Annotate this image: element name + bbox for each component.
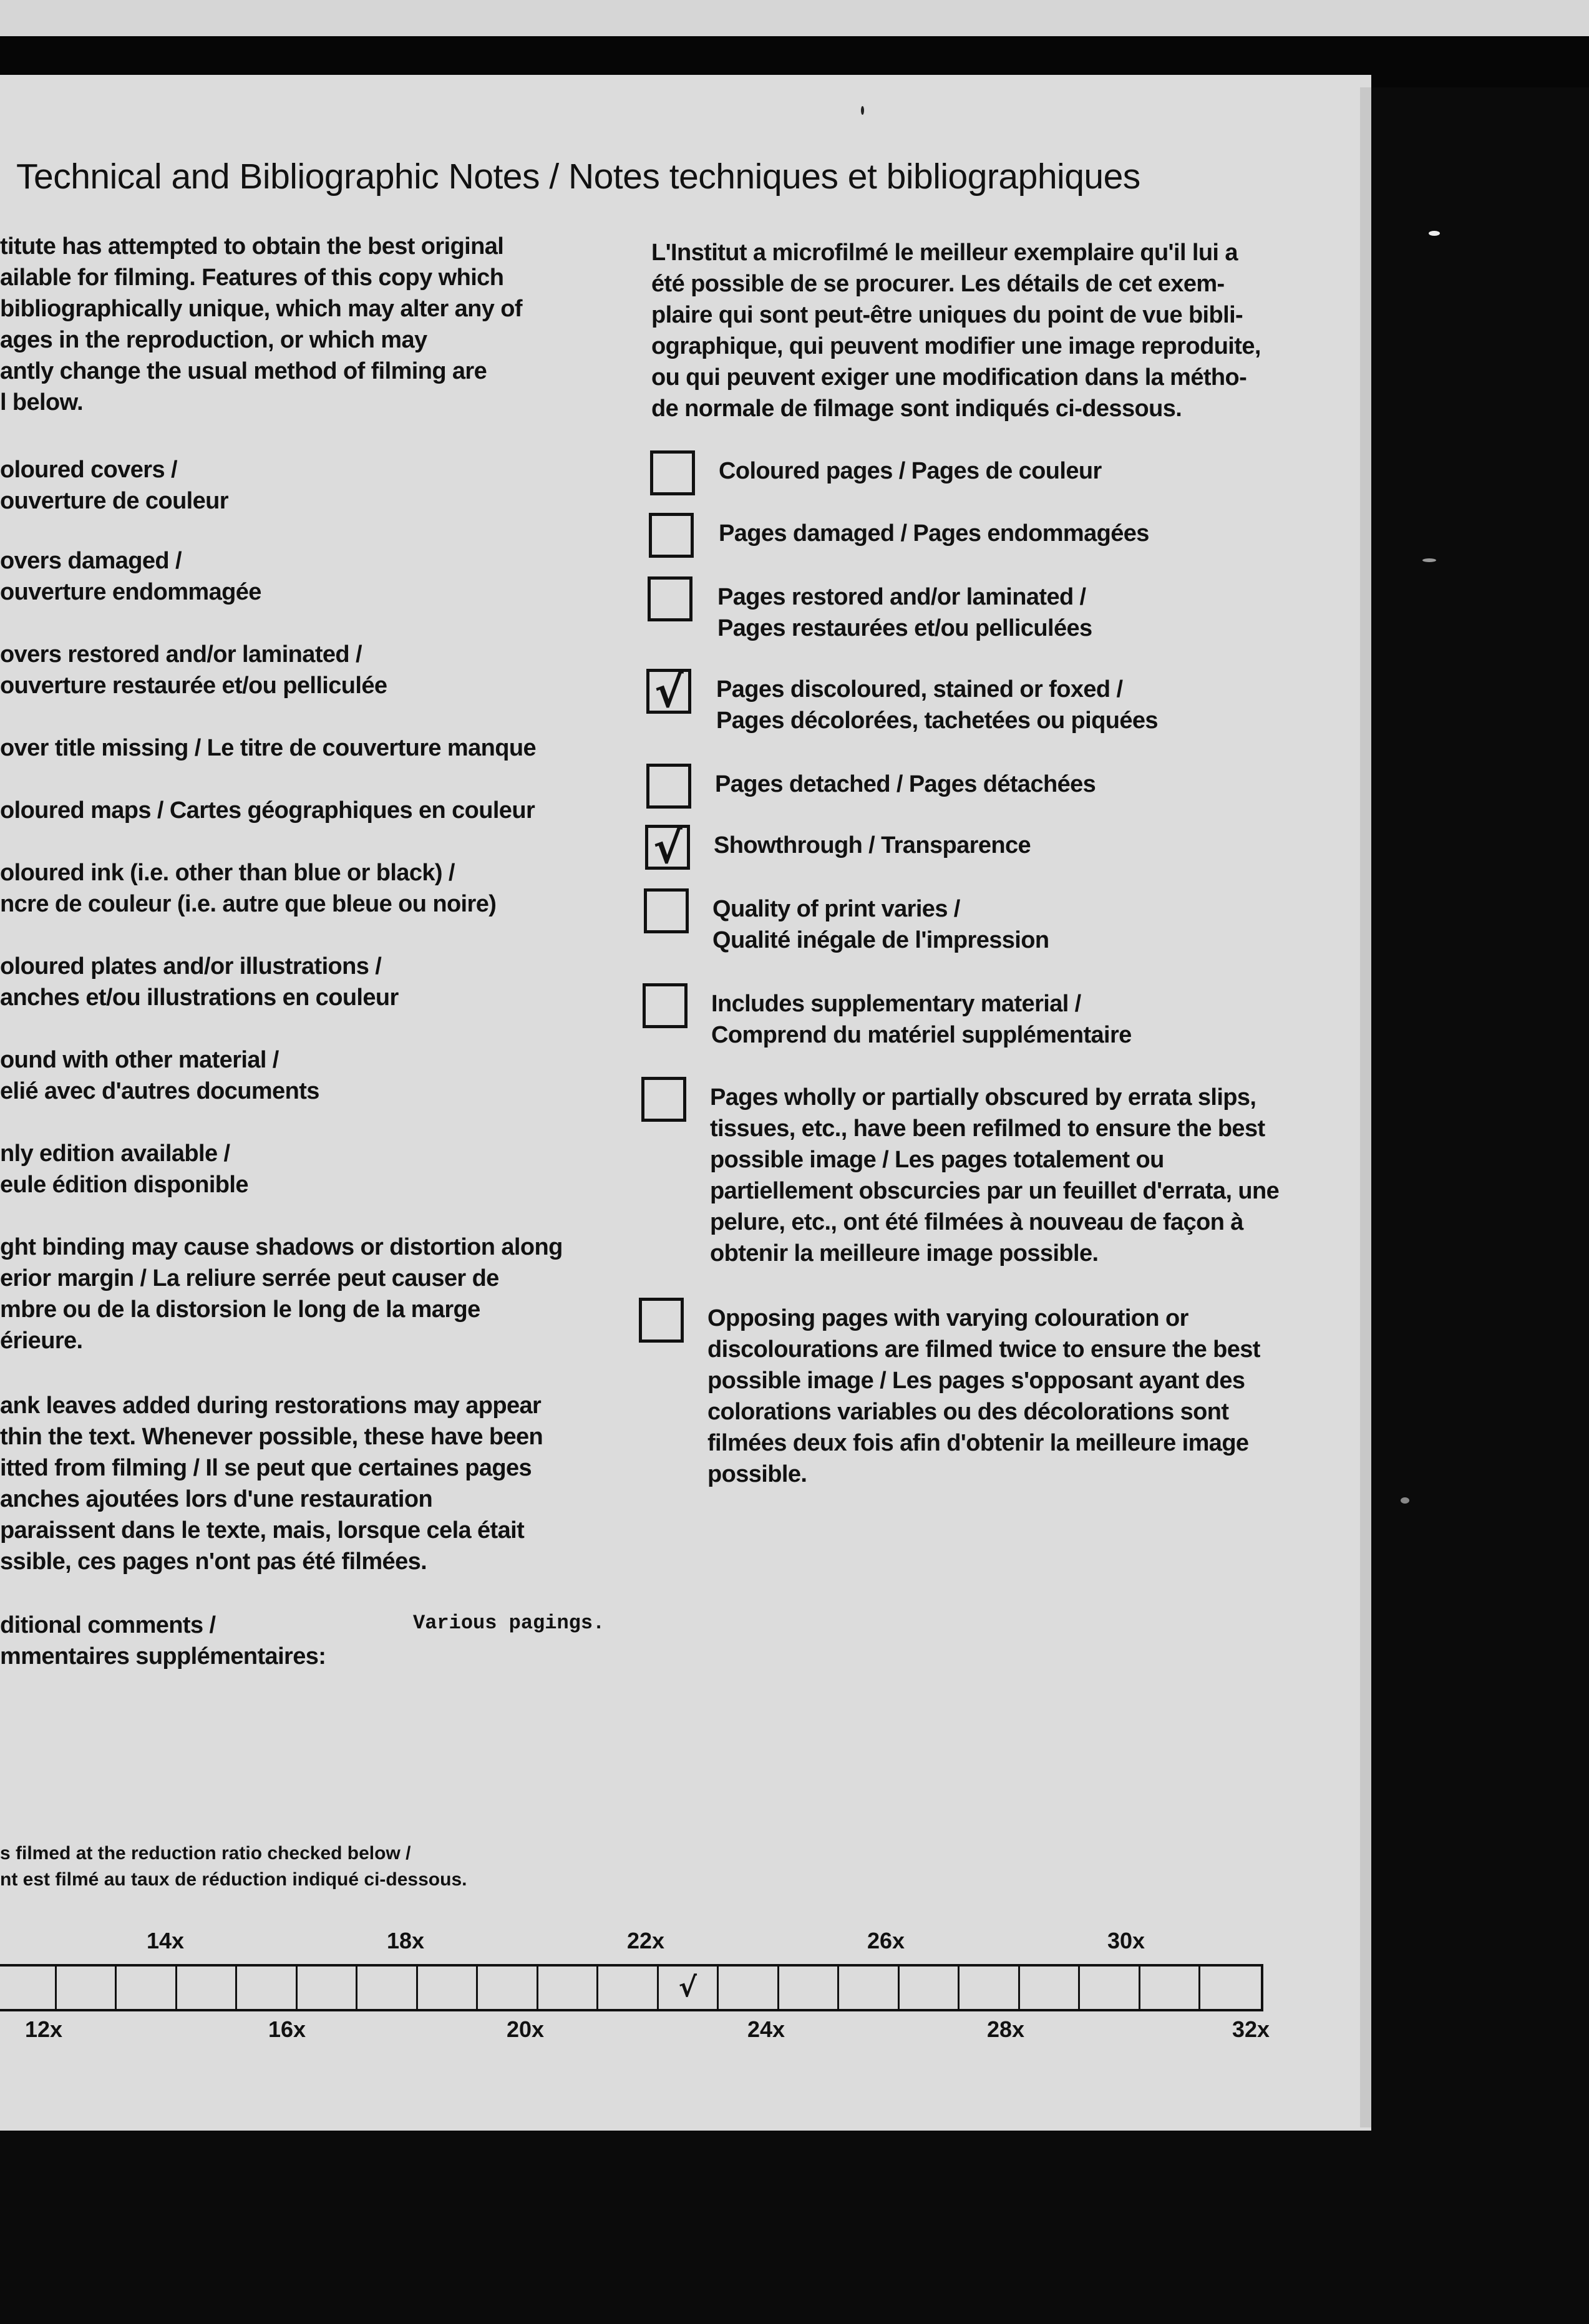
ratio-label-top: 26x — [867, 1928, 905, 1953]
checkbox[interactable] — [643, 983, 688, 1028]
checkbox[interactable] — [649, 513, 694, 558]
left-note-text: mbre ou de la distorsion le long de la marge — [0, 1296, 480, 1323]
intro-line: l below. — [0, 389, 84, 416]
right-note-item — [716, 674, 1158, 736]
intro-line: été possible de se procurer. Les détails de cet exem- — [651, 271, 1225, 297]
ratio-label-top: 30x — [1107, 1928, 1145, 1953]
left-note-text: anches ajoutées lors d'une restauration — [0, 1486, 433, 1512]
right-note-item — [714, 830, 1031, 861]
right-note-text: filmées deux fois afin d'obtenir la meilleure image — [707, 1430, 1249, 1456]
ratio-cell[interactable] — [900, 1967, 960, 2009]
ratio-label-bottom: 24x — [747, 2016, 785, 2042]
left-note-text: oloured covers / — [0, 457, 177, 483]
intro-line: ailable for filming. Features of this copy which — [0, 265, 504, 291]
left-note-text: ouverture restaurée et/ou pelliculée — [0, 673, 387, 699]
left-note-text: erior margin / La reliure serrée peut causer de — [0, 1265, 499, 1291]
left-note-text: oloured plates and/or illustrations / — [0, 953, 382, 980]
left-note-text: ncre de couleur (i.e. autre que bleue ou noire) — [0, 891, 497, 917]
additional-comments-value: Various pagings. — [413, 1612, 605, 1635]
intro-line: bibliographically unique, which may alter any of — [0, 296, 522, 322]
reduction-note-line: s filmed at the reduction ratio checked below / — [0, 1843, 411, 1864]
right-note-text: possible. — [707, 1461, 807, 1487]
ratio-cell[interactable] — [1080, 1967, 1140, 2009]
left-note-text: itted from filming / Il se peut que certaines pages — [0, 1455, 532, 1481]
intro-line: plaire qui sont peut-être uniques du point de vue bibli- — [651, 302, 1243, 328]
scan-top-band — [0, 0, 1589, 36]
ratio-label-bottom: 16x — [268, 2016, 306, 2042]
page-title: Technical and Bibliographic Notes / Notes techniques et bibliographiques — [16, 157, 1140, 197]
left-note-text: ouverture endommagée — [0, 579, 261, 605]
left-note-text: ght binding may cause shadows or distortion along — [0, 1234, 563, 1260]
ratio-cell[interactable] — [57, 1967, 117, 2009]
ratio-cell[interactable] — [598, 1967, 659, 2009]
ratio-label-bottom: 28x — [987, 2016, 1025, 2042]
reduction-note — [0, 1840, 467, 1893]
right-note-text: possible image / Les pages totalement ou — [710, 1147, 1164, 1173]
intro-line: ou qui peuvent exiger une modification dans la métho- — [651, 364, 1247, 391]
intro-french — [651, 237, 1306, 424]
left-note-item — [0, 951, 399, 1013]
left-note-item — [0, 857, 496, 920]
right-note-text: tissues, etc., have been refilmed to ensure the best — [710, 1116, 1265, 1142]
checkbox[interactable] — [646, 666, 691, 717]
right-note-text: Pages discoloured, stained or foxed / — [716, 676, 1123, 703]
intro-line: ages in the reproduction, or which may — [0, 327, 427, 353]
ratio-cell[interactable] — [1200, 1967, 1261, 2009]
left-note-text: anches et/ou illustrations en couleur — [0, 985, 399, 1011]
checkbox[interactable] — [645, 822, 690, 873]
checkmark-icon: √ — [653, 822, 683, 873]
left-note-item — [0, 1232, 563, 1356]
ratio-cell[interactable] — [1020, 1967, 1081, 2009]
left-note-text: ssible, ces pages n'ont pas été filmées. — [0, 1549, 427, 1575]
left-note-text: over title missing / Le titre de couverture manque — [0, 735, 537, 761]
right-note-text: Coloured pages / Pages de couleur — [719, 458, 1102, 484]
left-note-item — [0, 1138, 248, 1200]
left-note-item — [0, 1390, 543, 1577]
checkbox[interactable] — [639, 1298, 684, 1343]
left-note-text: mmentaires supplémentaires: — [0, 1643, 326, 1670]
right-note-text: discolourations are filmed twice to ensure the best — [707, 1336, 1260, 1363]
intro-line: de normale de filmage sont indiqués ci-dessous. — [651, 396, 1182, 422]
ratio-cell[interactable] — [779, 1967, 840, 2009]
intro-line: antly change the usual method of filming are — [0, 358, 487, 384]
ratio-label-bottom: 20x — [507, 2016, 545, 2042]
checkbox[interactable] — [641, 1077, 686, 1122]
left-note-text: overs damaged / — [0, 548, 182, 574]
ratio-label-top: 22x — [627, 1928, 665, 1953]
right-note-text: Comprend du matériel supplémentaire — [711, 1022, 1132, 1048]
right-note-item — [717, 581, 1092, 644]
left-note-text: oloured maps / Cartes géographiques en couleur — [0, 797, 535, 824]
checkbox[interactable] — [644, 888, 689, 933]
ratio-cell[interactable] — [719, 1967, 779, 2009]
right-note-item — [719, 455, 1102, 487]
left-note-text: ouverture de couleur — [0, 488, 228, 514]
right-note-text: Pages restored and/or laminated / — [717, 584, 1086, 610]
ratio-cell[interactable]: √ — [659, 1967, 719, 2009]
checkmark-icon: √ — [654, 666, 684, 717]
right-note-text: colorations variables ou des décolorations sont — [707, 1399, 1229, 1425]
right-note-text: Pages décolorées, tachetées ou piquées — [716, 707, 1158, 734]
left-note-text: thin the text. Whenever possible, these have been — [0, 1424, 543, 1450]
right-note-text: Pages restaurées et/ou pelliculées — [717, 615, 1092, 641]
ratio-label-bottom: 12x — [25, 2016, 63, 2042]
right-note-text: pelure, etc., ont été filmées à nouveau de façon à — [710, 1209, 1243, 1235]
checkbox[interactable] — [646, 764, 691, 809]
left-note-text: ound with other material / — [0, 1047, 279, 1073]
right-note-text: Includes supplementary material / — [711, 991, 1081, 1017]
ratio-label-top: 14x — [147, 1928, 185, 1953]
ratio-cell[interactable] — [960, 1967, 1020, 2009]
page-edge — [1360, 87, 1371, 2127]
ratio-cell[interactable] — [478, 1967, 538, 2009]
right-note-item — [712, 893, 1049, 956]
left-note-text: elié avec d'autres documents — [0, 1078, 319, 1104]
right-note-text: Pages wholly or partially obscured by errata slips, — [710, 1084, 1256, 1111]
left-note-item — [0, 639, 387, 701]
dust-speck — [1429, 231, 1440, 236]
reduction-note-line: nt est filmé au taux de réduction indiqué ci-dessous. — [0, 1869, 467, 1890]
left-note-item — [0, 454, 228, 517]
right-note-text: obtenir la meilleure image possible. — [710, 1240, 1099, 1267]
left-note-text: overs restored and/or laminated / — [0, 641, 362, 668]
ratio-cell[interactable] — [298, 1967, 358, 2009]
intro-line: L'Institut a microfilmé le meilleur exemplaire qu'il lui a — [651, 240, 1238, 266]
left-note-text: oloured ink (i.e. other than blue or black) / — [0, 860, 455, 886]
ratio-cell[interactable] — [1140, 1967, 1201, 2009]
ratio-cell[interactable] — [418, 1967, 479, 2009]
dust-speck — [861, 106, 864, 115]
right-note-text: possible image / Les pages s'opposant ayant des — [707, 1368, 1245, 1394]
intro-english — [0, 231, 560, 418]
checkbox[interactable] — [648, 576, 692, 621]
right-note-text: Opposing pages with varying colouration or — [707, 1305, 1188, 1331]
right-note-text: partiellement obscurcies par un feuillet d'errata, une — [710, 1178, 1280, 1204]
ratio-label-bottom: 32x — [1232, 2016, 1270, 2042]
ratio-label-top: 18x — [387, 1928, 425, 1953]
intro-line: ographique, qui peuvent modifier une image reproduite, — [651, 333, 1261, 359]
left-note-text: ditional comments / — [0, 1612, 216, 1638]
intro-line: titute has attempted to obtain the best original — [0, 233, 504, 260]
ratio-cell[interactable] — [538, 1967, 599, 2009]
left-note-item — [0, 1610, 326, 1672]
right-note-item — [710, 1082, 1279, 1269]
ratio-cell[interactable] — [177, 1967, 238, 2009]
right-note-text: Showthrough / Transparence — [714, 832, 1031, 858]
ratio-cell[interactable] — [357, 1967, 418, 2009]
checkbox[interactable] — [650, 450, 695, 495]
left-note-item — [0, 1044, 319, 1107]
dust-speck — [1422, 558, 1436, 562]
ratio-cell[interactable] — [839, 1967, 900, 2009]
left-note-text: érieure. — [0, 1328, 83, 1354]
right-note-text: Pages detached / Pages détachées — [715, 771, 1096, 797]
dust-speck — [1401, 1497, 1409, 1504]
right-note-text: Pages damaged / Pages endommagées — [719, 520, 1149, 547]
ratio-cell[interactable] — [117, 1967, 177, 2009]
left-note-text: ank leaves added during restorations may appear — [0, 1393, 542, 1419]
right-note-item — [707, 1303, 1260, 1490]
left-note-text: eule édition disponible — [0, 1172, 248, 1198]
ratio-cell[interactable] — [0, 1967, 57, 2009]
left-note-text: nly edition available / — [0, 1140, 230, 1167]
right-note-item — [715, 769, 1096, 800]
right-note-text: Quality of print varies / — [712, 896, 960, 922]
ratio-cell[interactable] — [237, 1967, 298, 2009]
right-note-text: Qualité inégale de l'impression — [712, 927, 1049, 953]
reduction-ratio-grid — [0, 1964, 1263, 2011]
left-note-text: paraissent dans le texte, mais, lorsque cela était — [0, 1517, 525, 1544]
left-note-item — [0, 795, 535, 826]
right-note-item — [711, 988, 1132, 1051]
left-note-item — [0, 732, 536, 764]
left-note-item — [0, 545, 261, 608]
right-note-item — [719, 518, 1149, 549]
